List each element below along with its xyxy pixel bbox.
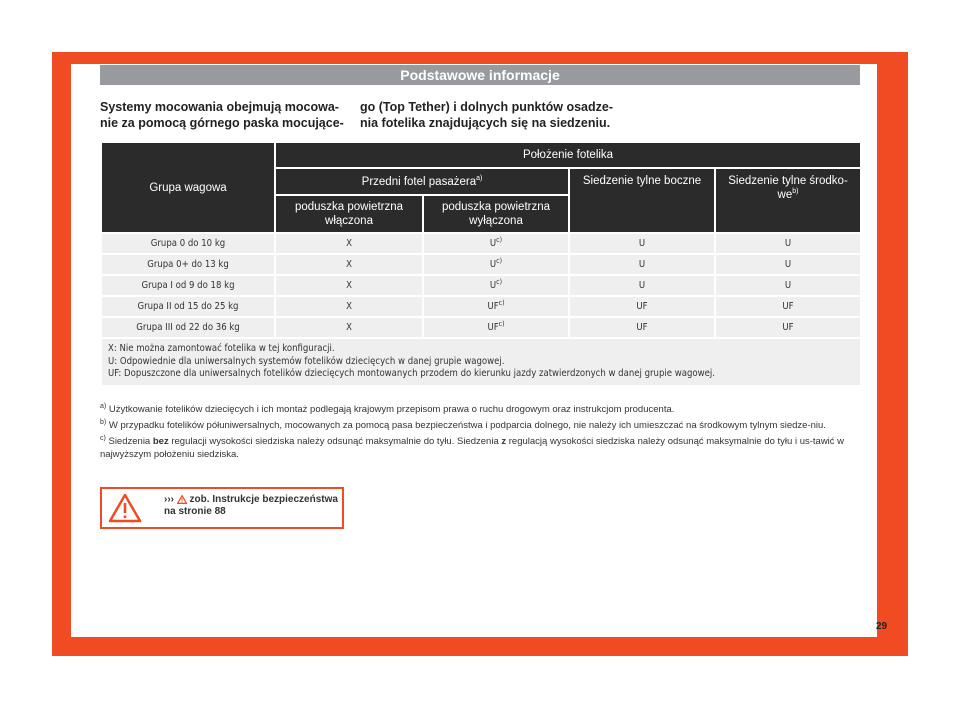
table-legend	[101, 338, 861, 386]
cell-group: Grupa I od 9 do 18 kg	[101, 275, 275, 296]
cell-airbag-off: $U^{c)}$	[423, 275, 569, 296]
cell-airbag-off: $U^{c)}$	[423, 254, 569, 275]
cell-airbag-off: $U^{c)}$	[423, 233, 569, 254]
safety-reference[interactable]: ››› zob. Instrukcje bezpieczeństwa na stronie 88	[164, 494, 338, 517]
intro-text-column-1: Systemy mocowania obejmują mocowa-nie za pomocą górnego paska mocujące-	[100, 100, 344, 130]
cell-airbag-on: X	[275, 317, 423, 338]
safety-warning-box	[100, 487, 344, 529]
table-row	[101, 233, 861, 254]
header-rear-side: Siedzenie tylne boczne	[569, 168, 715, 233]
cell-group: Grupa 0+ do 13 kg	[101, 254, 275, 275]
header-rear-middle: Siedzenie tylne środko-$we^{b)}$	[715, 168, 861, 233]
cell-rear-middle: U	[715, 254, 861, 275]
intro-text-column-2: go (Top Tether) i dolnych punktów osadze-nia fotelika znajdujących się na siedzeniu.	[360, 100, 613, 130]
section-header: Podstawowe informacje	[100, 65, 860, 85]
footnote-b: $^{b)}$ W przypadku fotelików półuniwersalnych, mocowanych za pomocą pasa bezpieczeństwa i podparcia dolnego, nie należy ich umieszczać na środkowym tylnym siedze-niu.	[100, 418, 826, 431]
cell-group: Grupa III od 22 do 36 kg	[101, 317, 275, 338]
cell-airbag-on: X	[275, 233, 423, 254]
cell-rear-side: UF	[569, 296, 715, 317]
cell-airbag-off: UF$^{c)}$	[423, 296, 569, 317]
warning-small-icon	[177, 495, 187, 504]
header-seat-position: Położenie fotelika	[275, 142, 861, 168]
cell-airbag-on: X	[275, 275, 423, 296]
legend-uf: UF: Dopuszczone dla uniwersalnych fotelików dziecięcych montowanych przodem do kierunku jazdy zatwierdzonych w danej grupie wagowej.	[108, 368, 715, 379]
legend-u: U: Odpowiednie dla uniwersalnych systemów fotelików dziecięcych w danej grupie wagowej.	[108, 355, 505, 367]
table-row	[101, 275, 861, 296]
child-seat-table	[100, 141, 862, 387]
cell-rear-middle: UF	[715, 296, 861, 317]
cell-rear-side: U	[569, 254, 715, 275]
table-row	[101, 254, 861, 275]
cell-rear-middle: UF	[715, 317, 861, 338]
table-row	[101, 296, 861, 317]
cell-rear-side: U	[569, 233, 715, 254]
cell-rear-middle: U	[715, 233, 861, 254]
table-row	[101, 317, 861, 338]
footnote-c: $^{c)}$ Siedzenia bez regulacji wysokości siedziska należy odsunąć maksymalnie do tyłu. Siedzenia z regulacją wysokości siedziska należy odsunąć maksymalnie do tyłu i us-tawić w najwyższym położeniu siedziska.	[100, 434, 845, 460]
legend-x: X: Nie można zamontować fotelika w tej konfiguracji.	[108, 343, 335, 354]
header-front-passenger: Przedni fotel pasażera$^{a)}$	[275, 168, 569, 195]
cell-group: Grupa II od 15 do 25 kg	[101, 296, 275, 317]
warning-triangle-icon	[108, 493, 142, 523]
table-legend-row	[101, 338, 861, 386]
footnote-a: $^{a)}$ Użytkowanie fotelików dziecięcych i ich montaż podlegają krajowym przepisom prawa o ruchu drogowym oraz instrukcjom producenta.	[100, 402, 675, 415]
header-airbag-off: poduszka powietrzna wyłączona	[423, 195, 569, 233]
cell-rear-middle: U	[715, 275, 861, 296]
cell-airbag-on: X	[275, 296, 423, 317]
footnotes	[100, 403, 860, 464]
header-airbag-on: poduszka powietrzna włączona	[275, 195, 423, 233]
cell-rear-side: U	[569, 275, 715, 296]
cell-rear-side: UF	[569, 317, 715, 338]
cell-group: Grupa 0 do 10 kg	[101, 233, 275, 254]
cell-airbag-off: UF$^{c)}$	[423, 317, 569, 338]
header-weight-group: Grupa wagowa	[101, 142, 275, 233]
page-number: 29	[876, 621, 888, 632]
cell-airbag-on: X	[275, 254, 423, 275]
